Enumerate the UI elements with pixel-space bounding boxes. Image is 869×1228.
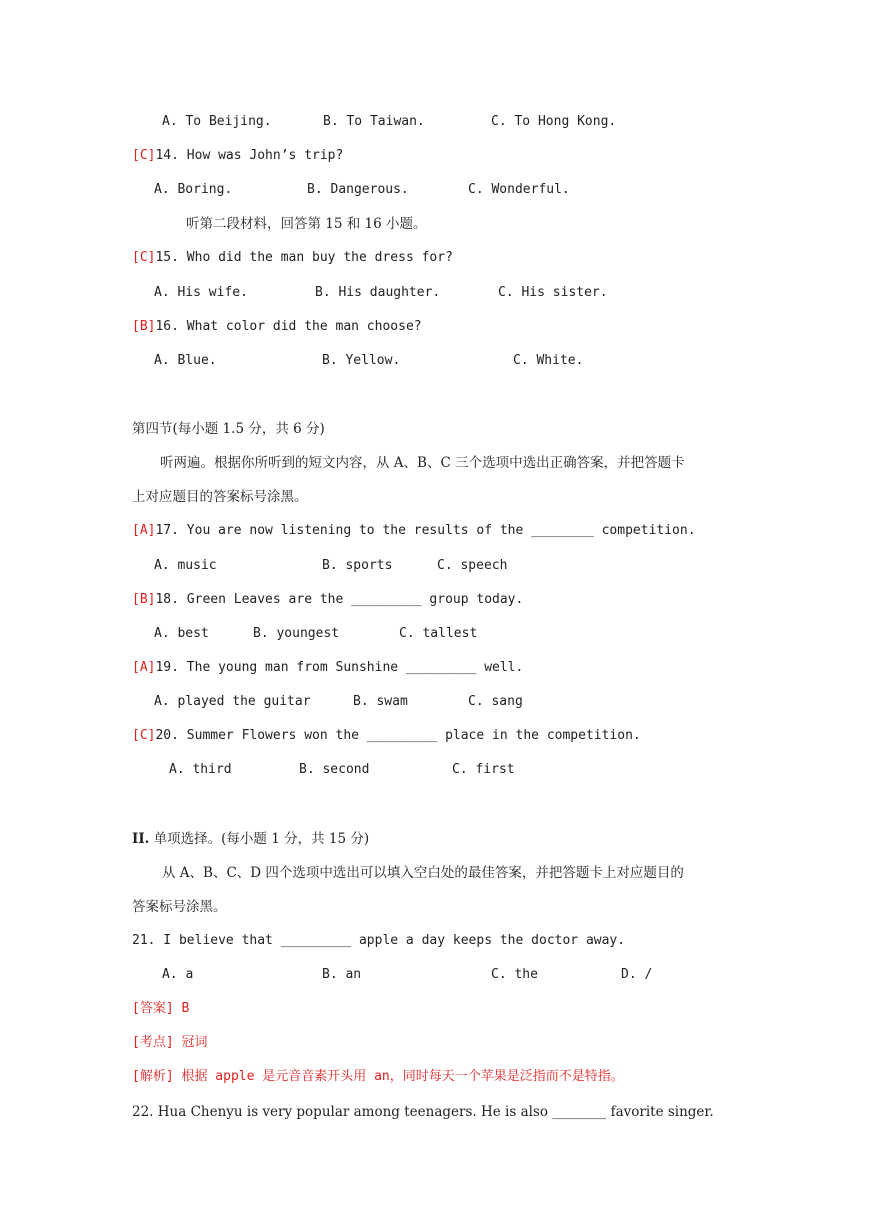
q15-question	[132, 248, 453, 268]
q14-option-a: A. Boring.	[154, 182, 233, 197]
section2-intro: 听第二段材料，回答第 15 和 16 小题。	[186, 216, 427, 232]
q18-option-c: C. tallest	[399, 626, 478, 641]
q17-option-c: C. speech	[437, 558, 508, 573]
q17-options	[0, 556, 508, 576]
q15-answer-mark: [C]	[132, 250, 156, 265]
q21-option-c: C. the	[491, 967, 538, 982]
q15-text: 15. Who did the man buy the dress for?	[155, 250, 453, 265]
q20-options	[0, 760, 515, 780]
q17-text: 17. You are now listening to the results of the ________ competition.	[155, 523, 696, 538]
q13-option-b: B. To Taiwan.	[323, 114, 425, 129]
part2-instruction-line1: 从 A、B、C、D 四个选项中选出可以填入空白处的最佳答案，并把答题卡上对应题目的	[162, 865, 684, 881]
q21-analysis: [解析] 根据 apple 是元音音素开头用 an，同时每天一个苹果是泛指而不是特指。	[132, 1069, 624, 1084]
q19-question	[132, 658, 523, 678]
q13-option-c: C. To Hong Kong.	[491, 114, 617, 129]
q15-option-a: A. His wife.	[154, 285, 248, 300]
part4-instruction-line2: 上对应题目的答案标号涂黑。	[132, 489, 308, 505]
q19-option-c: C. sang	[468, 694, 523, 709]
q17-option-b: B. sports	[322, 558, 393, 573]
q21-key-point: [考点] 冠词	[132, 1035, 208, 1050]
part2-label: II.	[132, 831, 150, 847]
q19-option-b: B. swam	[353, 694, 408, 709]
part2-heading	[132, 829, 369, 849]
q16-answer-mark: [B]	[132, 319, 156, 334]
q17-option-a: A. music	[154, 558, 217, 573]
q21-option-d: D. /	[621, 967, 653, 982]
q18-option-a: A. best	[154, 626, 209, 641]
q17-answer-mark: [A]	[132, 523, 156, 538]
q20-question	[132, 726, 641, 746]
q19-text: 19. The young man from Sunshine _________ well.	[155, 660, 524, 675]
q18-options	[0, 624, 478, 644]
q20-option-c: C. first	[452, 762, 515, 777]
q18-option-b: B. youngest	[253, 626, 340, 641]
q20-option-a: A. third	[169, 762, 232, 777]
q19-option-a: A. played the guitar	[154, 694, 311, 709]
q14-option-c: C. Wonderful.	[468, 182, 570, 197]
q15-option-b: B. His daughter.	[315, 285, 441, 300]
q15-options	[0, 283, 608, 303]
q16-option-c: C. White.	[513, 353, 584, 368]
q15-option-c: C. His sister.	[498, 285, 608, 300]
q20-option-b: B. second	[299, 762, 370, 777]
part4-title: 第四节(每小题 1.5 分，共 6 分)	[132, 421, 325, 437]
q18-question	[132, 590, 523, 610]
q16-options	[0, 351, 584, 371]
q22-question: 22. Hua Chenyu is very popular among teenagers. He is also ________ favorite singer.	[132, 1104, 714, 1120]
q21-option-b: B. an	[322, 967, 362, 982]
q13-options	[0, 112, 617, 132]
q18-text: 18. Green Leaves are the _________ group today.	[155, 592, 524, 607]
q18-answer-mark: [B]	[132, 592, 156, 607]
q20-text: 20. Summer Flowers won the _________ place in the competition.	[155, 728, 641, 743]
q14-options	[0, 180, 570, 200]
q17-question	[132, 521, 696, 541]
part2-title: 单项选择。(每小题 1 分，共 15 分)	[153, 831, 370, 847]
part2-instruction-line2: 答案标号涂黑。	[132, 899, 227, 915]
q21-answer: [答案] B	[132, 1001, 190, 1016]
q13-option-a: A. To Beijing.	[162, 114, 272, 129]
q19-answer-mark: [A]	[132, 660, 156, 675]
q14-question	[132, 146, 343, 166]
q19-options	[0, 692, 523, 712]
part4-instruction-line1: 听两遍。根据你所听到的短文内容，从 A、B、C 三个选项中选出正确答案，并把答题卡	[160, 455, 685, 471]
q21-option-a: A. a	[162, 967, 194, 982]
q14-text: 14. How was John’s trip?	[155, 148, 344, 163]
q21-question: 21. I believe that _________ apple a day keeps the doctor away.	[132, 933, 626, 948]
q16-text: 16. What color did the man choose?	[155, 319, 422, 334]
q20-answer-mark: [C]	[132, 728, 156, 743]
q16-option-b: B. Yellow.	[322, 353, 401, 368]
q16-option-a: A. Blue.	[154, 353, 217, 368]
q21-options	[0, 965, 653, 985]
q14-answer-mark: [C]	[132, 148, 156, 163]
q14-option-b: B. Dangerous.	[307, 182, 409, 197]
q16-question	[132, 317, 422, 337]
